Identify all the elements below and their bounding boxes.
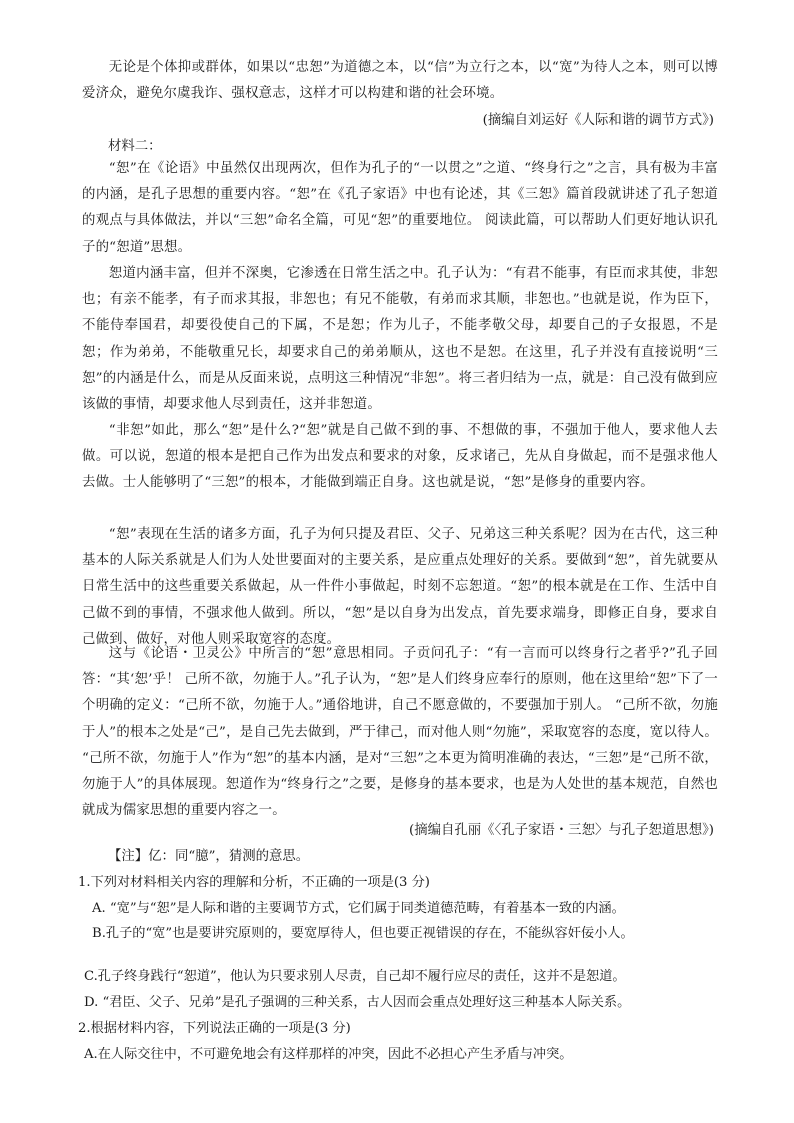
material-2-label: 材料二： <box>108 139 162 154</box>
source-citation-1: (摘编自刘运好《人际和谐的调节方式》) <box>482 113 714 128</box>
question-1-option-b: B.孔子的“宽”也是要讲究原则的，要宽厚待人，但也要正视错误的存在，不能纵容奸佞小人。 <box>92 926 634 941</box>
question-1-option-c: C.孔子终身践行“恕道”，他认为只要求别人尽责，自己却不履行应尽的责任，这并不是恕道。 <box>84 969 626 984</box>
source-citation-2: (摘编自孔丽《〈孔子家语・三恕〉与孔子恕道思想》) <box>408 823 714 838</box>
annotation-note: 【注】亿：同“臆”，猜测的意思。 <box>108 849 310 864</box>
question-2: 2.根据材料内容，下列说法正确的一项是(3 分) <box>78 1021 351 1036</box>
paragraph-5: 这与《论语・卫灵公》中所言的“恕”意思相同。子贡问孔子：“有一言而可以终身行之者乎?”孔子回答：“其‘恕’乎！ 己所不欲，勿施于人。”孔子认为，“恕”是人们终身应奉行的原则，他在这里给“恕”下了一个明确的定义：“己所不欲，勿施于人。”通俗地讲，自己不愿意做的，不要强加于别人。 “己所不欲，勿施于人”的根本之处是“己”，是自己先去做到，严于律己，而对他人则“勿施”，采取宽容的态度，宽以待人。 “己所不欲，勿施于人”作为“恕”的基本内涵，是对“三恕”之本更为简明准确的表达，“三恕”是“己所不欲，勿施于人”的具体展现。恕道作为“终身行之”之要，是修身的基本要求，也是为人处世的基本规范，自然也就成为儒家思想的重要内容之一。 <box>82 646 718 819</box>
paragraph-3: “非恕”如此，那么“恕”是什么?“恕”就是自己做不到的事、不想做的事，不强加于他人，要求他人去做。可以说，恕道的根本是把自己作为出发点和要求的对象，反求诸己，先从自身做起，而不是强求他人去做。士人能够明了“三恕”的根本，才能做到端正自身。这也就是说，“恕”是修身的重要内容。 <box>82 423 718 491</box>
question-1-option-d: D. “君臣、父子、兄弟”是孔子强调的三种关系，古人因而会重点处理好这三种基本人际关系。 <box>84 995 631 1010</box>
question-1-option-a: A. “宽”与“恕”是人际和谐的主要调节方式，它们属于同类道德范畴，有着基本一致的内涵。 <box>92 901 625 916</box>
paragraph-2: 恕道内涵丰富，但并不深奥，它渗透在日常生活之中。孔子认为：“有君不能事，有臣而求其使，非恕也；有亲不能孝，有子而求其报，非恕也；有兄不能敬，有弟而求其顺，非恕也。”也就是说，作为臣下，不能侍奉国君，却要役使自己的下属，不是恕；作为儿子，不能孝敬父母，却要自己的子女报恩，不是恕；作为弟弟，不能敬重兄长，却要求自己的弟弟顺从，这也不是恕。在这里，孔子并没有直接说明“三恕”的内涵是什么，而是从反面来说，点明这三种情况“非恕”。将三者归结为一点，就是：自己没有做到应该做的事情，却要求他人尽到责任，这并非恕道。 <box>82 266 718 413</box>
intro-paragraph: 无论是个体抑或群体，如果以“忠恕”为道德之本，以“信”为立行之本，以“宽”为待人之本，则可以博爱济众，避免尔虞我诈、强权意志，这样才可以构建和谐的社会环境。 <box>82 60 718 102</box>
question-1: 1.下列对材料相关内容的理解和分析，不正确的一项是(3 分) <box>78 875 430 890</box>
paragraph-4: “恕”表现在生活的诸多方面，孔子为何只提及君臣、父子、兄弟这三种关系呢？因为在古代，这三种基本的人际关系就是人们为人处世要面对的主要关系，是应重点处理好的关系。要做到“恕”，首先就要从日常生活中的这些重要关系做起，从一件件小事做起，时刻不忘恕道。“恕”的根本就是在工作、生活中自己做不到的事情，不强求他人做到。所以，“恕”是以自身为出发点，首先要求端身，即修正自身，要求自己做到、做好，对他人则采取宽容的态度。 <box>82 527 718 647</box>
question-2-option-a: A.在人际交往中，不可避免地会有这样那样的冲突，因此不必担心产生矛盾与冲突。 <box>84 1047 573 1062</box>
paragraph-1: “恕”在《论语》中虽然仅出现两次，但作为孔子的“一以贯之”之道、“终身行之”之言，具有极为丰富的内涵，是孔子思想的重要内容。“恕”在《孔子家语》中也有论述，其《三恕》篇首段就讲述了孔子恕道的观点与具体做法，并以“三恕”命名全篇，可见“恕”的重要地位。 阅读此篇，可以帮助人们更好地认识孔子的“恕道”思想。 <box>82 161 718 255</box>
